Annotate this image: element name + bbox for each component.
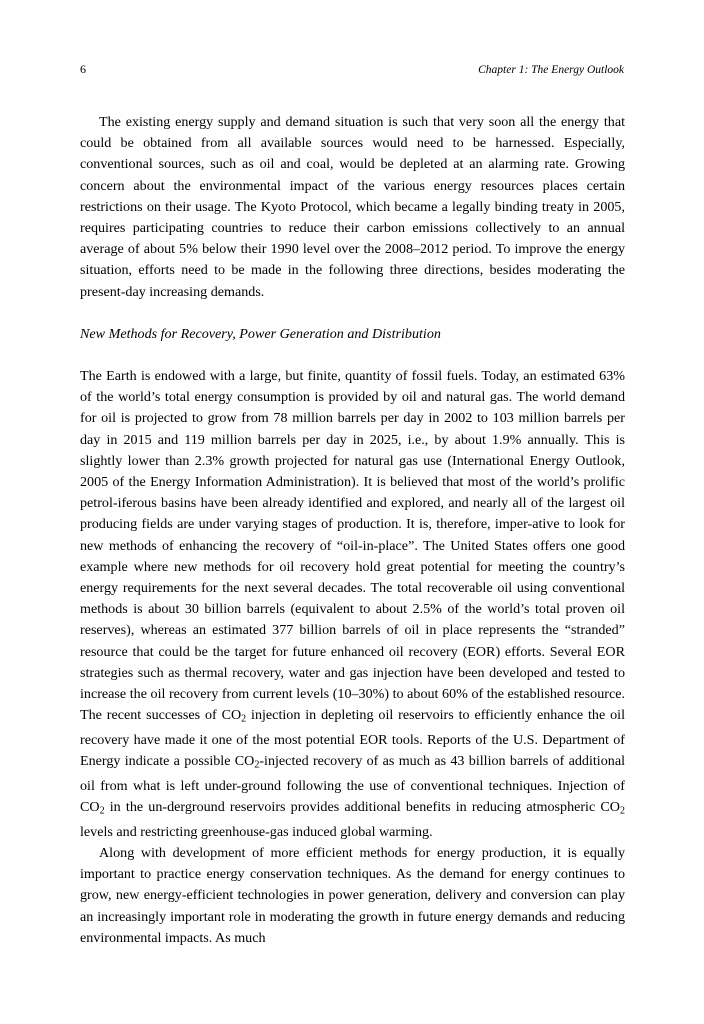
paragraph-2-part-b: injection in depleting oil reservoirs to efficiently enhance the oil recovery have made it one of the most potential EOR tools. Reports of the U.S. Department of Energy indicate a possible CO [80, 707, 625, 770]
paragraph-2-part-e: levels and restricting greenhouse-gas induced global warming. [80, 823, 433, 840]
paragraph-2 [80, 366, 625, 843]
co2-subscript-4: 2 [620, 805, 625, 817]
co2-subscript-2: 2 [254, 759, 260, 771]
paragraph-1: The existing energy supply and demand situation is such that very soon all the energy that could be obtained from all available sources would need to be harnessed. Especially, conventional sources, such as oil and coal, would be depleted at an alarming rate. Growing concern about the environmental impact of the various energy resources places certain restrictions on their usage. The Kyoto Protocol, which became a legally binding treaty in 2005, requires participating countries to reduce their carbon emissions collectively to an annual average of about 5% below their 1990 level over the 2008–2012 period. To improve the energy situation, efforts need to be made in the following three directions, besides moderating the present-day increasing demands. [80, 114, 625, 300]
page-header [80, 62, 624, 77]
co2-subscript-1: 2 [241, 713, 247, 725]
paragraph-2-part-a: The Earth is endowed with a large, but finite, quantity of fossil fuels. Today, an estimated 63% of the world’s total energy consumption is provided by oil and natural gas. The world demand for oil is projected to grow from 78 million barrels per day in 2002 to 103 million barrels per day in 2015 and 119 million barrels per day in 2025, i.e., by about 1.9% annually. This is slightly lower than 2.3% growth projected for natural gas use (International Energy Outlook, 2005 of the Energy Information Administration). It is believed that most of the world’s prolific petrol-iferous basins have been already identified and explored, and nearly all of the largest oil producing fields are under varying stages of production. It is, therefore, imper-ative to look for new methods of enhancing the recovery of “oil-in-place”. The United States offers one good example where new methods for oil recovery hold great potential for meeting the country’s energy requirements for the next several decades. The total recoverable oil using conventional methods is about 30 billion barrels (equivalent to about 2.5% of the world’s total proven oil reserves), whereas an estimated 377 billion barrels of oil in place represents the “stranded” resource that could be the target for future enhanced oil recovery (EOR) efforts. Several EOR strategies such as thermal recovery, water and gas injection have been developed and tested to increase the oil recovery from current levels (10–30%) to about 60% of the established resource. The recent successes of CO [80, 368, 625, 724]
paragraph-2-part-c: -injected recovery of as much as 43 billion barrels of additional oil from what is left under-ground following the use of conventional techniques. Injection of CO [80, 753, 625, 816]
page-number: 6 [80, 62, 86, 76]
running-head: Chapter 1: The Energy Outlook [478, 64, 624, 76]
paragraph-3: Along with development of more efficient methods for energy production, it is equally important to practice energy conservation techniques. As the demand for energy continues to grow, new energy-efficient technologies in power generation, delivery and conversion can play an increasingly important role in moderating the growth in future energy demands and reducing environmental impacts. As much [80, 845, 625, 946]
paragraph-2-part-d: in the un-derground reservoirs provides additional benefits in reducing atmospheric CO [104, 799, 620, 816]
page-body [80, 112, 625, 949]
section-heading-new-methods: New Methods for Recovery, Power Generation and Distribution [80, 325, 441, 342]
co2-subscript-3: 2 [99, 805, 105, 817]
